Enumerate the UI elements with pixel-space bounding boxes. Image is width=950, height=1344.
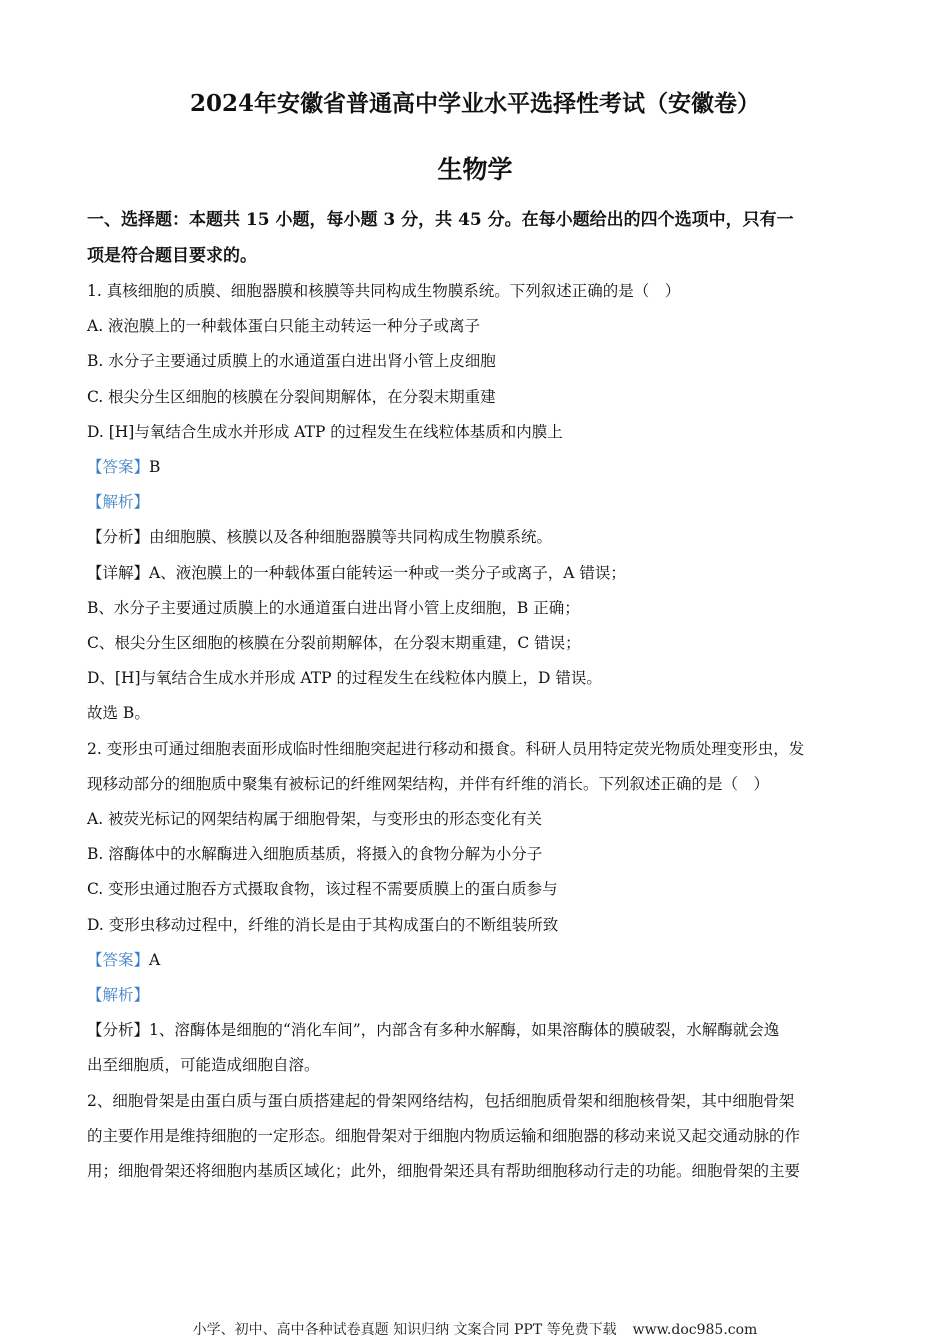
analysis-tag: 【解析】 <box>87 493 150 512</box>
q1-option-a: A. 液泡膜上的一种载体蛋白只能主动转运一种分子或离子 <box>87 317 481 336</box>
q2-stem-line-2: 现移动部分的细胞质中聚集有被标记的纤维网架结构，并伴有纤维的消长。下列叙述正确的是（ ） <box>87 774 770 793</box>
q1-xiangjie-c: C、根尖分生区细胞的核膜在分裂前期解体，在分裂末期重建，C 错误； <box>87 634 581 653</box>
section-heading-line-2: 项是符合题目要求的。 <box>87 246 257 266</box>
q2-option-a: A. 被荧光标记的网架结构属于细胞骨架，与变形虫的形态变化有关 <box>87 810 543 829</box>
q1-xiangjie-b: B、水分子主要通过质膜上的水通道蛋白进出肾小管上皮细胞，B 正确； <box>87 598 580 617</box>
q1-option-d: D. [H]与氧结合生成水并形成 ATP 的过程发生在线粒体基质和内膜上 <box>87 422 563 441</box>
q2-point2-line-3: 用；细胞骨架还将细胞内基质区域化；此外，细胞骨架还具有帮助细胞移动行走的功能。细胞骨架的主要 <box>87 1162 801 1181</box>
q2-point2-line-2: 的主要作用是维持细胞的一定形态。细胞骨架对于细胞内物质运输和细胞器的移动来说又起交通动脉的作 <box>87 1126 801 1145</box>
q1-stem: 1. 真核细胞的质膜、细胞器膜和核膜等共同构成生物膜系统。下列叙述正确的是（ ） <box>87 282 681 300</box>
xiangjie-tag: 【详解】 <box>87 563 150 582</box>
analysis-tag: 【解析】 <box>87 986 150 1005</box>
q2-fenxi-text: 1、溶酶体是细胞的“消化车间”，内部含有多种水解酶，如果溶酶体的膜破裂，水解酶就会逸 <box>149 1021 780 1040</box>
q2-analysis-line <box>87 978 859 1013</box>
footer-site-link[interactable]: www.doc985.com <box>632 1322 758 1338</box>
answer-tag: 【答案】 <box>87 458 150 477</box>
fenxi-tag: 【分析】 <box>87 1021 150 1040</box>
q1-answer: B <box>149 458 161 477</box>
q1-option-c: C. 根尖分生区细胞的核膜在分裂间期解体，在分裂末期重建 <box>87 387 496 406</box>
q2-answer: A <box>149 950 161 969</box>
q2-fenxi-line-1 <box>87 1013 859 1048</box>
q2-option-b: B. 溶酶体中的水解酶进入细胞质基质，将摄入的食物分解为小分子 <box>87 845 543 864</box>
footer-text: 小学、初中、高中各种试卷真题 知识归纳 文案合同 PPT 等免费下载 <box>192 1322 617 1338</box>
q2-stem-line-1: 2. 变形虫可通过细胞表面形成临时性细胞突起进行移动和摄食。科研人员用特定荧光物质处理变形虫，发 <box>87 739 805 758</box>
q2-option-c: C. 变形虫通过胞吞方式摄取食物，该过程不需要质膜上的蛋白质参与 <box>87 880 558 899</box>
q2-answer-line <box>87 943 859 978</box>
section-heading-line-1: 一、选择题：本题共 15 小题，每小题 3 分，共 45 分。在每小题给出的四个选项中，只有一 <box>87 210 794 230</box>
q2-point2-line-1: 2、细胞骨架是由蛋白质与蛋白质搭建起的骨架网络结构，包括细胞质骨架和细胞核骨架，其中细胞骨架 <box>87 1091 795 1110</box>
q1-fenxi: 由细胞膜、核膜以及各种细胞器膜等共同构成生物膜系统。 <box>149 528 553 547</box>
q2-fenxi-line-2: 出至细胞质，可能造成细胞自溶。 <box>87 1056 320 1075</box>
answer-tag: 【答案】 <box>87 950 150 969</box>
page-footer <box>0 1320 950 1340</box>
q1-xiangjie-d: D、[H]与氧结合生成水并形成 ATP 的过程发生在线粒体内膜上，D 错误。 <box>87 669 602 688</box>
q1-xiangjie-a: A、液泡膜上的一种载体蛋白能转运一种或一类分子或离子，A 错误； <box>149 563 626 582</box>
q1-xiangjie-line <box>87 556 859 591</box>
q1-answer-line <box>87 450 859 485</box>
q1-analysis-line <box>87 485 859 520</box>
q2-option-d: D. 变形虫移动过程中，纤维的消长是由于其构成蛋白的不断组装所致 <box>87 915 559 934</box>
q1-conclusion: 故选 B。 <box>87 704 150 723</box>
q1-option-b: B. 水分子主要通过质膜上的水通道蛋白进出肾小管上皮细胞 <box>87 352 496 371</box>
fenxi-tag: 【分析】 <box>87 528 150 547</box>
q1-fenxi-line <box>87 520 859 555</box>
exam-title: 2024年安徽省普通高中学业水平选择性考试（安徽卷） <box>189 90 760 117</box>
subject-title: 生物学 <box>437 155 513 184</box>
document-body <box>87 202 859 1189</box>
